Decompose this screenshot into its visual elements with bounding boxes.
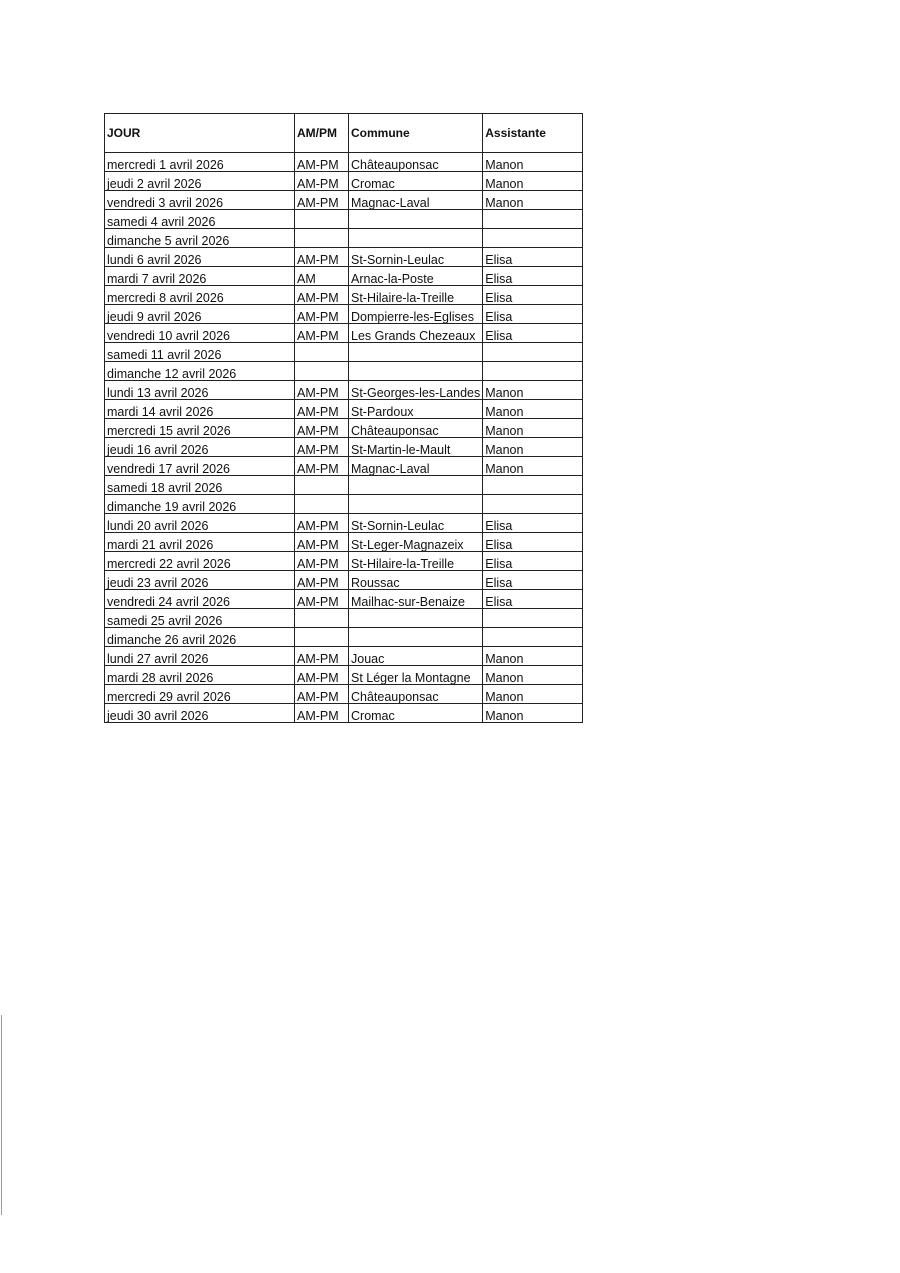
table-row: [105, 343, 583, 362]
table-row: [105, 248, 583, 267]
cell-jour: jeudi 16 avril 2026: [105, 438, 295, 457]
cell-jour: mardi 7 avril 2026: [105, 267, 295, 286]
table-row: [105, 381, 583, 400]
cell-assistante: Manon: [483, 704, 583, 723]
table-row: [105, 229, 583, 248]
scan-edge-mark: [1, 1015, 2, 1215]
header-jour: JOUR: [105, 114, 295, 153]
cell-assistante: [483, 495, 583, 514]
cell-commune: [349, 495, 483, 514]
cell-ampm: AM-PM: [295, 153, 349, 172]
cell-assistante: Elisa: [483, 324, 583, 343]
cell-commune: St-Georges-les-Landes: [349, 381, 483, 400]
cell-assistante: [483, 362, 583, 381]
cell-commune: [349, 210, 483, 229]
cell-commune: Magnac-Laval: [349, 191, 483, 210]
cell-commune: Châteauponsac: [349, 685, 483, 704]
cell-ampm: AM-PM: [295, 305, 349, 324]
cell-commune: St-Sornin-Leulac: [349, 248, 483, 267]
cell-assistante: Elisa: [483, 248, 583, 267]
cell-jour: dimanche 26 avril 2026: [105, 628, 295, 647]
cell-ampm: AM-PM: [295, 286, 349, 305]
cell-ampm: [295, 210, 349, 229]
cell-assistante: Elisa: [483, 590, 583, 609]
cell-jour: lundi 27 avril 2026: [105, 647, 295, 666]
cell-assistante: Manon: [483, 419, 583, 438]
cell-jour: mercredi 15 avril 2026: [105, 419, 295, 438]
cell-assistante: Manon: [483, 438, 583, 457]
cell-ampm: AM-PM: [295, 248, 349, 267]
cell-assistante: Manon: [483, 685, 583, 704]
cell-jour: vendredi 3 avril 2026: [105, 191, 295, 210]
table-row: [105, 324, 583, 343]
table-row: [105, 552, 583, 571]
header-ampm: AM/PM: [295, 114, 349, 153]
cell-ampm: AM-PM: [295, 666, 349, 685]
cell-ampm: AM-PM: [295, 590, 349, 609]
cell-ampm: AM-PM: [295, 685, 349, 704]
cell-ampm: AM-PM: [295, 191, 349, 210]
cell-ampm: AM-PM: [295, 324, 349, 343]
table-row: [105, 647, 583, 666]
cell-jour: mercredi 1 avril 2026: [105, 153, 295, 172]
cell-assistante: [483, 476, 583, 495]
cell-jour: mercredi 22 avril 2026: [105, 552, 295, 571]
cell-jour: vendredi 24 avril 2026: [105, 590, 295, 609]
cell-ampm: AM-PM: [295, 172, 349, 191]
cell-commune: [349, 343, 483, 362]
cell-jour: dimanche 12 avril 2026: [105, 362, 295, 381]
cell-ampm: AM-PM: [295, 704, 349, 723]
header-assistante: Assistante: [483, 114, 583, 153]
table-row: [105, 305, 583, 324]
cell-ampm: AM-PM: [295, 419, 349, 438]
cell-commune: [349, 476, 483, 495]
cell-ampm: AM-PM: [295, 381, 349, 400]
cell-ampm: [295, 476, 349, 495]
cell-commune: Cromac: [349, 704, 483, 723]
cell-commune: Arnac-la-Poste: [349, 267, 483, 286]
cell-commune: St-Sornin-Leulac: [349, 514, 483, 533]
header-commune: Commune: [349, 114, 483, 153]
cell-assistante: Manon: [483, 191, 583, 210]
cell-ampm: [295, 229, 349, 248]
cell-assistante: Manon: [483, 400, 583, 419]
cell-ampm: AM-PM: [295, 514, 349, 533]
cell-commune: [349, 229, 483, 248]
cell-assistante: Elisa: [483, 305, 583, 324]
cell-commune: St Léger la Montagne: [349, 666, 483, 685]
cell-jour: samedi 18 avril 2026: [105, 476, 295, 495]
table-row: [105, 590, 583, 609]
cell-assistante: Manon: [483, 457, 583, 476]
cell-assistante: Manon: [483, 172, 583, 191]
cell-assistante: [483, 628, 583, 647]
cell-jour: jeudi 23 avril 2026: [105, 571, 295, 590]
cell-commune: [349, 362, 483, 381]
table-row: [105, 533, 583, 552]
cell-commune: St-Hilaire-la-Treille: [349, 286, 483, 305]
cell-commune: [349, 628, 483, 647]
cell-ampm: AM: [295, 267, 349, 286]
cell-commune: [349, 609, 483, 628]
cell-ampm: [295, 343, 349, 362]
table-header-row: [105, 114, 583, 153]
table-row: [105, 457, 583, 476]
cell-jour: jeudi 2 avril 2026: [105, 172, 295, 191]
table-row: [105, 267, 583, 286]
table-row: [105, 666, 583, 685]
cell-ampm: AM-PM: [295, 400, 349, 419]
table-row: [105, 419, 583, 438]
table-row: [105, 362, 583, 381]
cell-commune: Les Grands Chezeaux: [349, 324, 483, 343]
cell-jour: samedi 11 avril 2026: [105, 343, 295, 362]
cell-jour: mardi 28 avril 2026: [105, 666, 295, 685]
cell-ampm: AM-PM: [295, 457, 349, 476]
cell-jour: samedi 4 avril 2026: [105, 210, 295, 229]
cell-commune: Roussac: [349, 571, 483, 590]
cell-jour: lundi 6 avril 2026: [105, 248, 295, 267]
table-row: [105, 476, 583, 495]
cell-ampm: AM-PM: [295, 552, 349, 571]
cell-assistante: Manon: [483, 381, 583, 400]
cell-assistante: Elisa: [483, 533, 583, 552]
cell-ampm: [295, 362, 349, 381]
table-row: [105, 685, 583, 704]
cell-jour: jeudi 9 avril 2026: [105, 305, 295, 324]
cell-jour: dimanche 5 avril 2026: [105, 229, 295, 248]
cell-assistante: [483, 210, 583, 229]
cell-assistante: Elisa: [483, 286, 583, 305]
cell-commune: Dompierre-les-Eglises: [349, 305, 483, 324]
cell-jour: mardi 14 avril 2026: [105, 400, 295, 419]
cell-ampm: [295, 495, 349, 514]
cell-commune: Jouac: [349, 647, 483, 666]
cell-assistante: Manon: [483, 153, 583, 172]
cell-jour: lundi 13 avril 2026: [105, 381, 295, 400]
cell-assistante: Elisa: [483, 267, 583, 286]
cell-commune: St-Leger-Magnazeix: [349, 533, 483, 552]
cell-jour: lundi 20 avril 2026: [105, 514, 295, 533]
cell-jour: mercredi 8 avril 2026: [105, 286, 295, 305]
cell-jour: jeudi 30 avril 2026: [105, 704, 295, 723]
cell-assistante: [483, 343, 583, 362]
table-row: [105, 628, 583, 647]
cell-commune: St-Pardoux: [349, 400, 483, 419]
cell-jour: samedi 25 avril 2026: [105, 609, 295, 628]
table-body: [105, 153, 583, 723]
cell-ampm: AM-PM: [295, 438, 349, 457]
table-row: [105, 210, 583, 229]
cell-jour: vendredi 17 avril 2026: [105, 457, 295, 476]
table-row: [105, 438, 583, 457]
cell-assistante: [483, 229, 583, 248]
cell-assistante: Elisa: [483, 571, 583, 590]
table-row: [105, 286, 583, 305]
table-row: [105, 514, 583, 533]
cell-assistante: [483, 609, 583, 628]
cell-ampm: AM-PM: [295, 647, 349, 666]
cell-jour: mardi 21 avril 2026: [105, 533, 295, 552]
cell-jour: vendredi 10 avril 2026: [105, 324, 295, 343]
cell-ampm: AM-PM: [295, 571, 349, 590]
table-row: [105, 400, 583, 419]
cell-commune: Châteauponsac: [349, 153, 483, 172]
cell-commune: St-Martin-le-Mault: [349, 438, 483, 457]
cell-ampm: [295, 628, 349, 647]
schedule-table: [104, 113, 583, 723]
table-row: [105, 609, 583, 628]
table-row: [105, 704, 583, 723]
cell-ampm: AM-PM: [295, 533, 349, 552]
cell-commune: Mailhac-sur-Benaize: [349, 590, 483, 609]
cell-commune: Châteauponsac: [349, 419, 483, 438]
table-row: [105, 191, 583, 210]
cell-jour: dimanche 19 avril 2026: [105, 495, 295, 514]
cell-assistante: Manon: [483, 666, 583, 685]
cell-commune: St-Hilaire-la-Treille: [349, 552, 483, 571]
cell-commune: Magnac-Laval: [349, 457, 483, 476]
cell-assistante: Manon: [483, 647, 583, 666]
cell-assistante: Elisa: [483, 514, 583, 533]
cell-jour: mercredi 29 avril 2026: [105, 685, 295, 704]
table-row: [105, 495, 583, 514]
table-row: [105, 153, 583, 172]
cell-assistante: Elisa: [483, 552, 583, 571]
cell-commune: Cromac: [349, 172, 483, 191]
cell-ampm: [295, 609, 349, 628]
table-row: [105, 172, 583, 191]
table-row: [105, 571, 583, 590]
